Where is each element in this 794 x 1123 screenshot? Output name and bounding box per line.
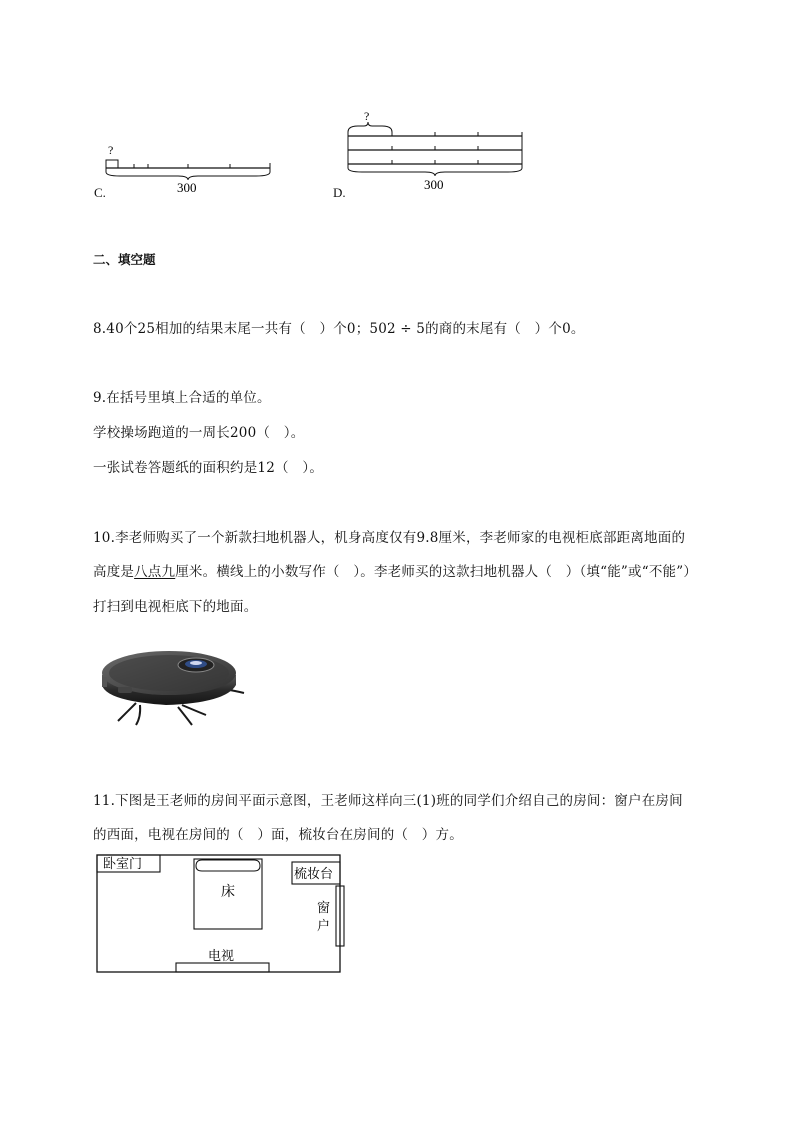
q11-line-2: 的西面，电视在房间的（ ）面，梳妆台在房间的（ ）方。 — [93, 827, 463, 843]
option-d-label: D. — [333, 185, 346, 200]
option-c-figure — [90, 140, 290, 202]
q9-line-2: 一张试卷答题纸的面积约是12（ ）。 — [93, 460, 324, 476]
window-label-2: 户 — [317, 918, 331, 933]
room-floor-plan — [90, 850, 350, 978]
option-d-figure — [340, 108, 540, 200]
section-title: 二、填空题 — [93, 252, 156, 267]
option-d-total: 300 — [424, 177, 444, 192]
option-c-bottom-brace — [106, 172, 270, 180]
option-c-label: C. — [94, 185, 106, 200]
q10-line-2-suffix: 厘米。横线上的小数写作（ ）。李老师买的这款扫地机器人（ ）（填“能”或“不能”） — [175, 564, 698, 580]
q10-underlined-number: 八点九 — [134, 564, 176, 580]
robot-vacuum-image — [96, 633, 246, 733]
q9-title: 9.在括号里填上合适的单位。 — [93, 390, 271, 406]
option-d-bottom-brace — [348, 168, 522, 176]
tv-box — [176, 963, 269, 972]
option-c-total: 300 — [177, 180, 197, 195]
q10-line-1: 10.李老师购买了一个新款扫地机器人，机身高度仅有9.8厘米，李老师家的电视柜底部距离地面的 — [93, 530, 686, 546]
option-d-ticks — [392, 132, 478, 164]
q9-line-1: 学校操场跑道的一周长200（ ）。 — [93, 425, 305, 441]
bedroom-door-label: 卧室门 — [103, 856, 143, 871]
option-d-question-mark: ? — [364, 109, 370, 123]
q11-line-1: 11.下图是王老师的房间平面示意图，王老师这样向三(1)班的同学们介绍自己的房间：窗户在房间 — [93, 793, 683, 809]
bed-label: 床 — [221, 885, 235, 900]
option-d-top-brace — [348, 122, 392, 132]
option-c-question-mark: ? — [108, 143, 114, 157]
q10-line-2-prefix: 高度是 — [93, 564, 135, 580]
q8-text: 8.40个25相加的结果末尾一共有（ ）个0；502 ÷ 5的商的末尾有（ ）个0。 — [93, 321, 585, 337]
q10-line-2 — [93, 563, 697, 581]
option-c-top-brace — [106, 160, 118, 164]
q10-line-3: 打扫到电视柜底下的地面。 — [93, 599, 258, 615]
bed-pillow — [196, 860, 260, 871]
dresser-label: 梳妆台 — [294, 866, 334, 881]
tv-label: 电视 — [208, 948, 235, 963]
window-label-1: 窗 — [317, 900, 331, 915]
